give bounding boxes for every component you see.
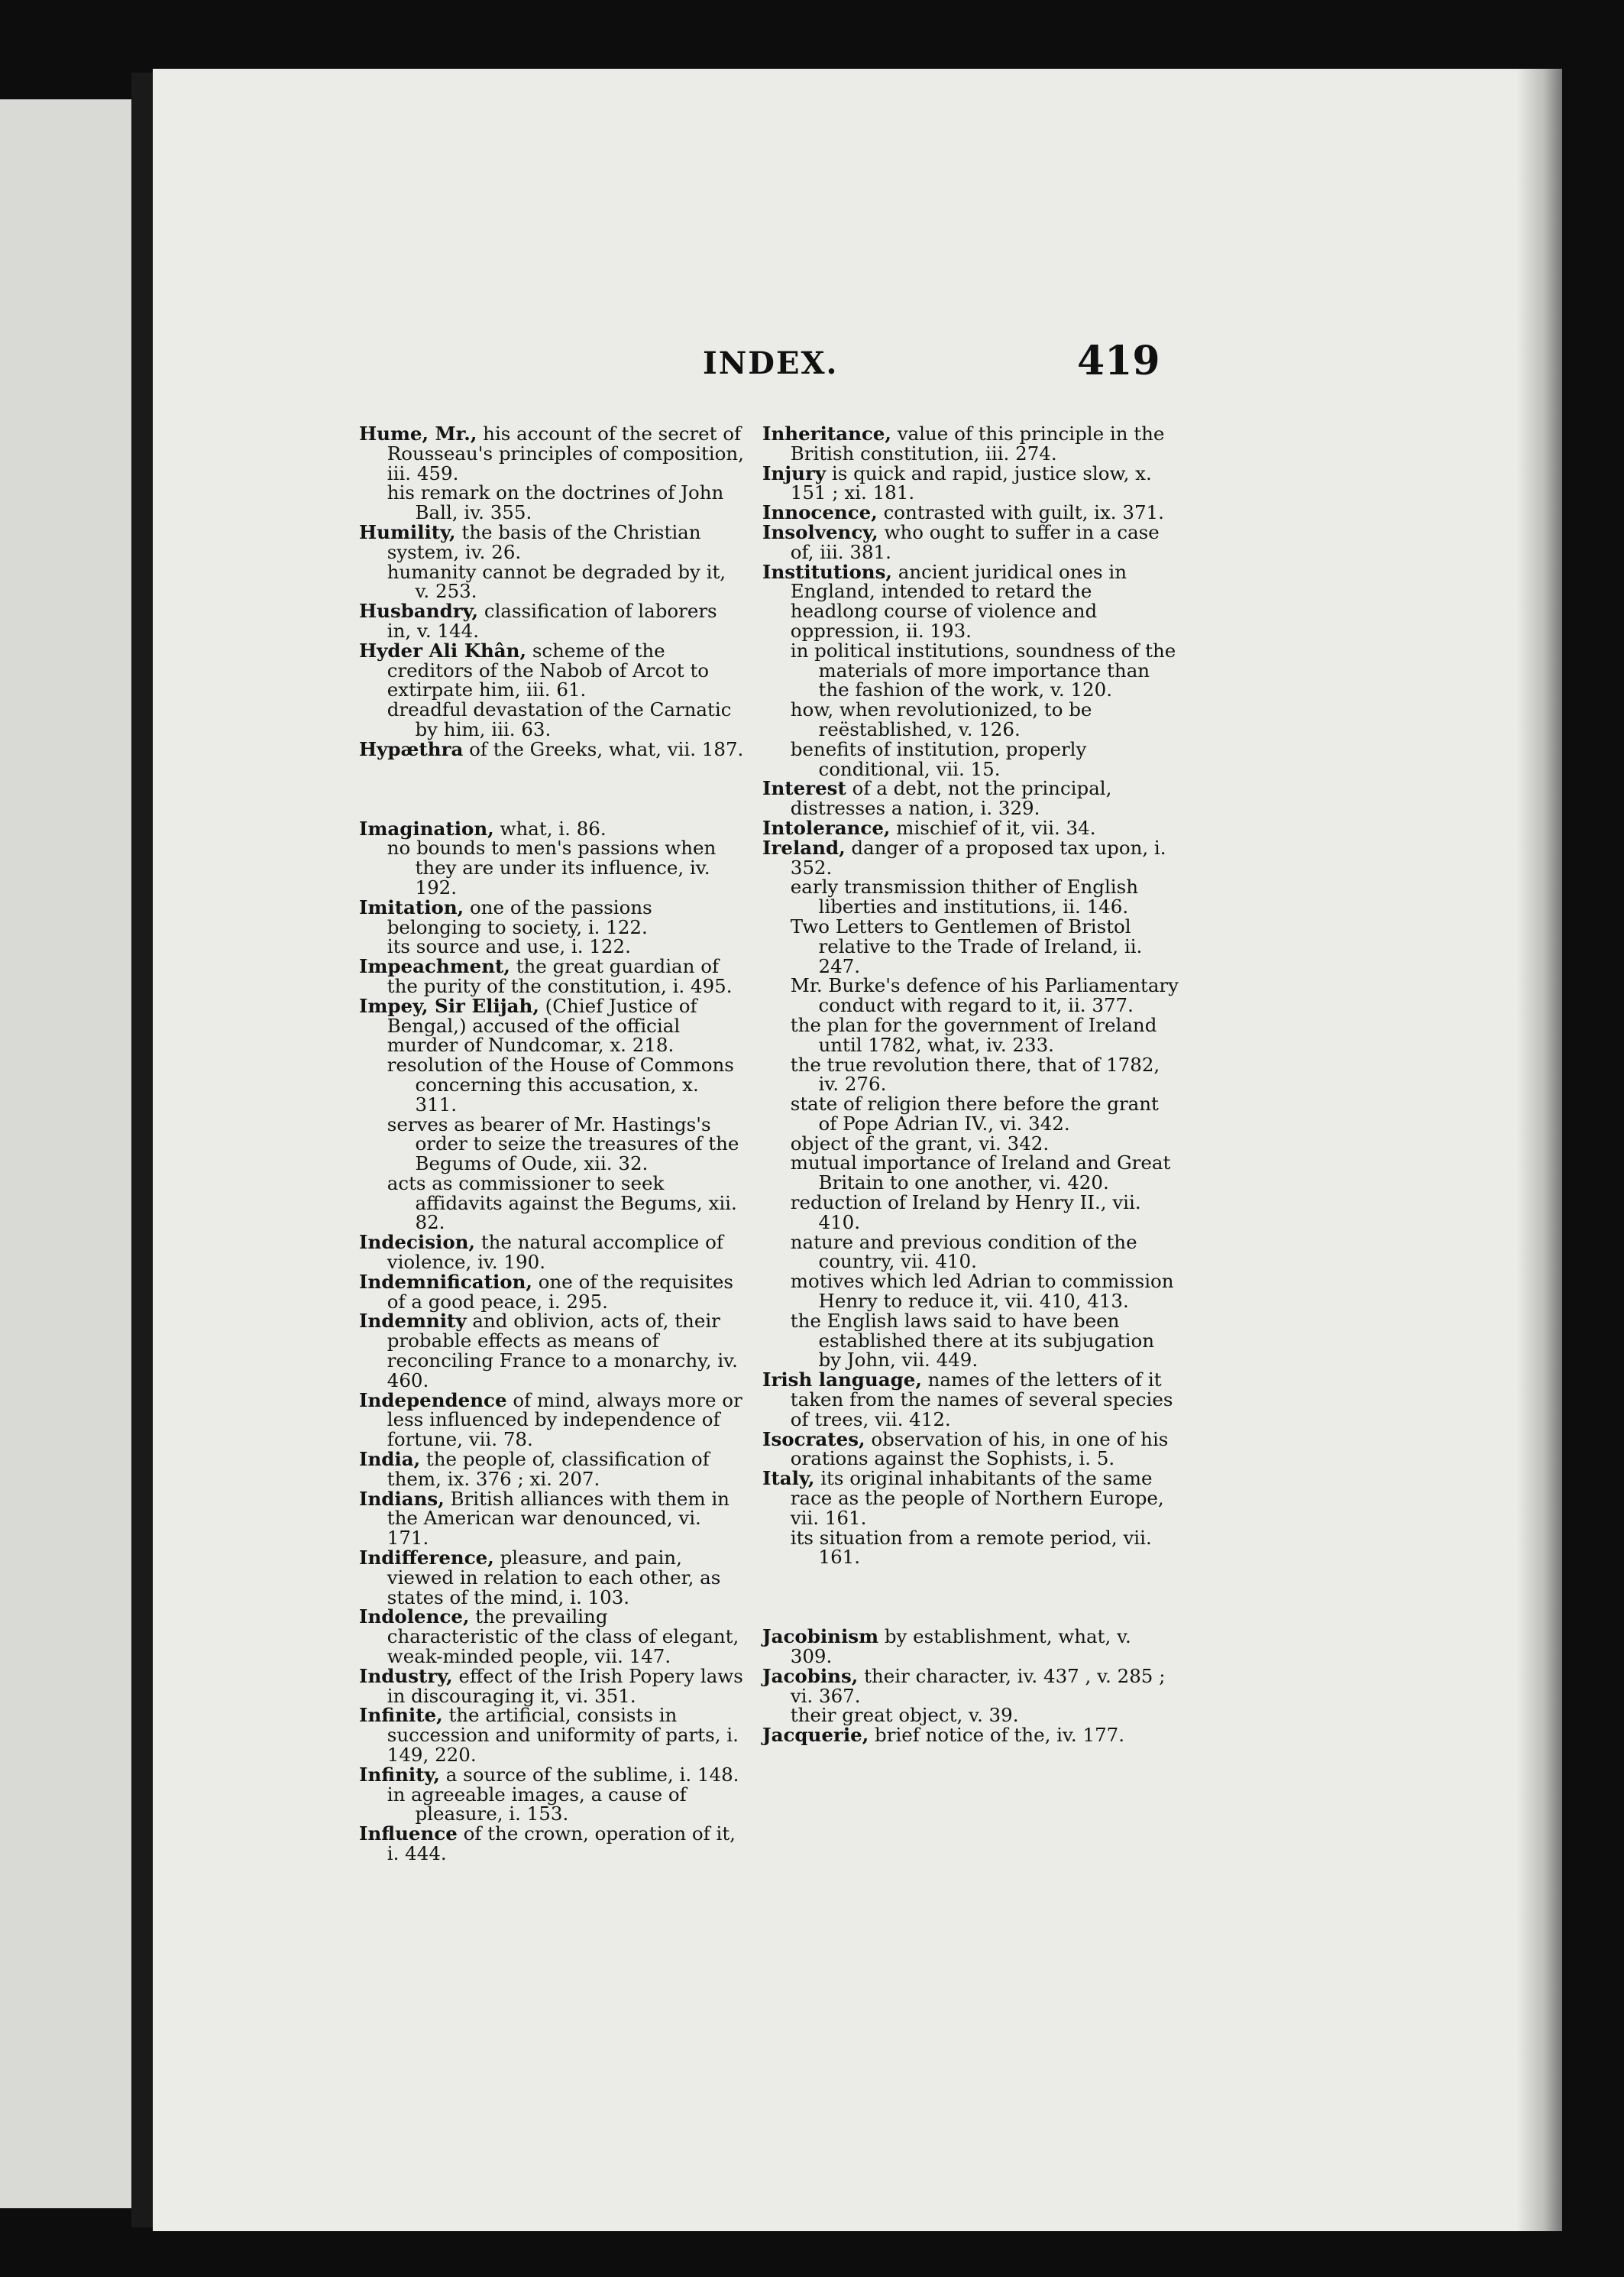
index-entry bbox=[359, 520, 745, 563]
index-entry-heading: Industry, bbox=[359, 1664, 453, 1687]
index-entry-text: serves as bearer of Mr. Hastings's order to seize the treasures of the Begums of Oude, xii. 32. bbox=[387, 1113, 739, 1175]
index-entry-text: his account of the secret of Rousseau's principles of composition, iii. 459. bbox=[387, 423, 744, 484]
index-entry bbox=[359, 737, 745, 760]
index-entry-text: who ought to suffer in a case of, iii. 381. bbox=[790, 520, 1160, 563]
index-entry bbox=[762, 1627, 1179, 1666]
index-entry-text: and oblivion, acts of, their probable effects as means of reconciling France to a monarchy, iv. 460. bbox=[387, 1310, 738, 1391]
index-entry-heading: Independence bbox=[359, 1388, 507, 1411]
index-entry-text: the plan for the government of Ireland until 1782, what, iv. 233. bbox=[790, 1013, 1157, 1056]
index-entry-heading: Jacobinism bbox=[762, 1625, 879, 1648]
facing-page-edge bbox=[0, 99, 137, 2208]
index-entry-heading: Indecision, bbox=[359, 1231, 476, 1254]
index-entry bbox=[762, 838, 1179, 878]
index-entry bbox=[359, 641, 745, 700]
index-subentry bbox=[359, 1055, 745, 1114]
index-entry-heading: Jacobins, bbox=[762, 1664, 859, 1687]
index-entry-text: dreadful devastation of the Carnatic by him, iii. 63. bbox=[387, 698, 732, 740]
index-entry-text: names of the letters of it taken from the names of several species of trees, vii. 412. bbox=[790, 1368, 1173, 1430]
index-entry-heading: Interest bbox=[762, 777, 846, 800]
index-entry-heading: Impeachment, bbox=[359, 955, 510, 978]
index-entry-text: motives which led Adrian to commission Henry to reduce it, vii. 410, 413. bbox=[790, 1270, 1174, 1313]
index-entry-text: of the crown, operation of it, i. 444. bbox=[387, 1822, 736, 1864]
index-entry-text: scheme of the creditors of the Nabob of Arcot to extirpate him, iii. 61. bbox=[387, 639, 710, 701]
index-entry-text: humanity cannot be degraded by it, v. 253. bbox=[387, 560, 726, 603]
index-entry bbox=[359, 957, 745, 996]
index-subentry bbox=[762, 1015, 1179, 1055]
index-entry-text: resolution of the House of Commons concerning this accusation, x. 311. bbox=[387, 1054, 734, 1116]
index-subentry bbox=[359, 838, 745, 897]
index-entry-heading: Imagination, bbox=[359, 817, 494, 840]
index-entry-heading: Hume, Mr., bbox=[359, 423, 477, 445]
index-entry-text: in agreeable images, a cause of pleasure, i. 153. bbox=[387, 1783, 687, 1825]
index-entry-text: British alliances with them in the American war denounced, vi. 171. bbox=[387, 1487, 730, 1550]
letter-section-gap bbox=[359, 760, 745, 819]
page-number: 419 bbox=[1077, 338, 1160, 384]
index-entry-heading: Indemnity bbox=[359, 1310, 467, 1333]
index-entry-text: of mind, always more or less influenced by independence of fortune, vii. 78. bbox=[387, 1388, 742, 1451]
index-entry-heading: Indolence, bbox=[359, 1605, 470, 1628]
index-entry-heading: Husbandry, bbox=[359, 600, 479, 623]
index-subentry bbox=[762, 1055, 1179, 1095]
index-subentry bbox=[762, 1528, 1179, 1568]
index-entry bbox=[359, 1705, 745, 1764]
index-entry-text: its situation from a remote period, vii. 161. bbox=[790, 1526, 1152, 1569]
index-subentry bbox=[762, 917, 1179, 976]
index-entry-text: their character, iv. 437 , v. 285 ; vi. 367. bbox=[790, 1664, 1166, 1707]
index-subentry bbox=[762, 1094, 1179, 1134]
index-entry-text: the true revolution there, that of 1782, iv. 276. bbox=[790, 1053, 1160, 1096]
index-entry-text: Mr. Burke's defence of his Parliamentary conduct with regard to it, ii. 377. bbox=[790, 974, 1179, 1017]
index-entry bbox=[359, 1449, 745, 1489]
index-entry bbox=[762, 520, 1179, 563]
index-subentry bbox=[762, 1232, 1179, 1272]
index-subentry bbox=[762, 976, 1179, 1015]
index-entry-heading: Indifference, bbox=[359, 1547, 494, 1569]
index-column-left bbox=[359, 424, 745, 1864]
index-entry-text: pleasure, and pain, viewed in relation to each other, as states of the mind, i. 103. bbox=[387, 1547, 721, 1608]
index-entry-heading: Indians, bbox=[359, 1487, 445, 1510]
index-entry-heading: India, bbox=[359, 1448, 421, 1471]
index-entry-heading: Infinite, bbox=[359, 1704, 443, 1727]
index-entry-heading: Injury bbox=[762, 462, 827, 484]
index-entry-text: mutual importance of Ireland and Great Britain to one another, vi. 420. bbox=[790, 1151, 1171, 1194]
index-entry-text: a source of the sublime, i. 148. bbox=[445, 1763, 739, 1786]
index-entry bbox=[359, 898, 745, 938]
index-entry-text: (Chief Justice of Bengal,) accused of the official murder of Nundcomar, x. 218. bbox=[387, 994, 697, 1057]
index-entry bbox=[359, 1548, 745, 1607]
index-entry-text: his remark on the doctrines of John Ball, iv. 355. bbox=[387, 481, 724, 524]
index-entry-text: brief notice of the, iv. 177. bbox=[875, 1724, 1125, 1747]
index-entry-text: classification of laborers in, v. 144. bbox=[387, 600, 717, 642]
index-entry-text: their great object, v. 39. bbox=[790, 1704, 1019, 1727]
index-entry-heading: Intolerance, bbox=[762, 816, 891, 839]
index-entry-text: in political institutions, soundness of the materials of more importance than the fashion of the work, v. 120. bbox=[790, 639, 1176, 701]
index-entry-text: the basis of the Christian system, iv. 26. bbox=[387, 520, 701, 563]
index-entry-text: the people of, classification of them, ix. 376 ; xi. 207. bbox=[387, 1448, 710, 1490]
index-entry-text: one of the passions belonging to society, i. 122. bbox=[387, 896, 652, 938]
book-page bbox=[153, 69, 1562, 2231]
index-entry-text: danger of a proposed tax upon, i. 352. bbox=[790, 836, 1166, 879]
index-entry-text: mischief of it, vii. 34. bbox=[896, 816, 1096, 839]
index-subentry bbox=[359, 700, 745, 740]
index-entry-heading: Indemnification, bbox=[359, 1270, 532, 1293]
index-entry-text: how, when revolutionized, to be reëstablished, v. 126. bbox=[790, 698, 1092, 740]
index-entry bbox=[359, 424, 745, 483]
index-subentry bbox=[359, 1115, 745, 1174]
index-entry-text: ancient juridical ones in England, intended to retard the headlong course of violence and oppression, ii. 193. bbox=[790, 560, 1127, 642]
index-entry-text: benefits of institution, properly conditional, vii. 15. bbox=[790, 737, 1087, 780]
index-entry-heading: Inheritance, bbox=[762, 423, 891, 445]
index-entry bbox=[762, 1725, 1179, 1745]
index-entry bbox=[762, 503, 1179, 523]
index-entry bbox=[359, 1272, 745, 1312]
index-entry bbox=[359, 1232, 745, 1272]
index-entry-text: no bounds to men's passions when they are under its influence, iv. 192. bbox=[387, 837, 717, 899]
index-column-right bbox=[762, 424, 1179, 1745]
index-entry bbox=[762, 1370, 1179, 1429]
index-entry bbox=[359, 601, 745, 641]
index-entry-heading: Italy, bbox=[762, 1467, 815, 1490]
index-entry-text: state of religion there before the grant of Pope Adrian IV., vi. 342. bbox=[790, 1093, 1159, 1135]
index-entry-heading: Jacquerie, bbox=[762, 1724, 869, 1747]
index-entry-heading: Innocence, bbox=[762, 501, 878, 524]
index-entry bbox=[359, 1388, 745, 1451]
index-subentry bbox=[359, 1785, 745, 1825]
index-entry-heading: Irish language, bbox=[762, 1368, 922, 1391]
letter-section-gap bbox=[762, 1567, 1179, 1627]
index-entry-heading: Influence bbox=[359, 1822, 458, 1845]
index-entry bbox=[359, 1765, 745, 1785]
index-subentry bbox=[762, 877, 1179, 917]
index-subentry bbox=[359, 937, 745, 957]
index-entry-text: nature and previous condition of the country, vii. 410. bbox=[790, 1230, 1137, 1273]
index-entry-text: of the Greeks, what, vii. 187. bbox=[469, 737, 744, 760]
index-entry-text: value of this principle in the British constitution, iii. 274. bbox=[790, 423, 1165, 465]
index-subentry bbox=[359, 1171, 745, 1234]
index-subentry bbox=[762, 641, 1179, 700]
index-subentry bbox=[762, 1271, 1179, 1311]
index-entry bbox=[762, 464, 1179, 504]
index-entry bbox=[762, 1666, 1179, 1706]
index-entry-heading: Institutions, bbox=[762, 560, 892, 583]
index-entry-text: early transmission thither of English liberties and institutions, ii. 146. bbox=[790, 876, 1138, 918]
index-entry bbox=[762, 818, 1179, 838]
index-entry-text: observation of his, in one of his orations against the Sophists, i. 5. bbox=[790, 1427, 1169, 1470]
index-entry bbox=[762, 1427, 1179, 1470]
index-entry-text: object of the grant, vi. 342. bbox=[790, 1132, 1050, 1155]
index-entry-text: the artificial, consists in succession and uniformity of parts, i. 149, 220. bbox=[387, 1704, 739, 1766]
index-subentry bbox=[359, 483, 745, 523]
index-entry bbox=[359, 1824, 745, 1864]
index-entry-heading: Isocrates, bbox=[762, 1427, 865, 1450]
index-entry-text: the English laws said to have been established there at its subjugation by John, vii. 449. bbox=[790, 1309, 1155, 1372]
index-entry bbox=[359, 1666, 745, 1706]
index-entry-text: the prevailing characteristic of the class of elegant, weak-minded people, vii. 147. bbox=[387, 1605, 739, 1668]
index-entry-text: Two Letters to Gentlemen of Bristol relative to the Trade of Ireland, ii. 247. bbox=[790, 915, 1143, 977]
index-subentry bbox=[762, 1153, 1179, 1193]
index-entry bbox=[359, 1311, 745, 1390]
index-entry-heading: Hypæthra bbox=[359, 737, 464, 760]
index-entry-heading: Insolvency, bbox=[762, 520, 878, 543]
index-entry bbox=[359, 1607, 745, 1666]
index-entry-heading: Imitation, bbox=[359, 896, 464, 918]
index-entry-text: effect of the Irish Popery laws in discouraging it, vi. 351. bbox=[387, 1664, 743, 1707]
index-entry-text: by establishment, what, v. 309. bbox=[790, 1625, 1131, 1668]
index-subentry bbox=[762, 1311, 1179, 1370]
index-entry-text: the natural accomplice of violence, iv. 190. bbox=[387, 1231, 723, 1274]
index-entry-heading: Impey, Sir Elijah, bbox=[359, 994, 539, 1017]
index-entry-text: of a debt, not the principal, distresses a nation, i. 329. bbox=[790, 777, 1112, 820]
index-entry bbox=[762, 1469, 1179, 1527]
index-entry-text: the great guardian of the purity of the constitution, i. 495. bbox=[387, 955, 733, 997]
page-header bbox=[153, 338, 1562, 406]
index-entry bbox=[359, 1489, 745, 1548]
index-entry-heading: Infinity, bbox=[359, 1763, 440, 1786]
index-subentry bbox=[762, 700, 1179, 740]
index-entry-text: one of the requisites of a good peace, i. 295. bbox=[387, 1270, 733, 1313]
index-entry bbox=[359, 819, 745, 839]
index-entry-text: acts as commissioner to seek affidavits against the Begums, xii. 82. bbox=[387, 1171, 737, 1234]
index-entry-heading: Ireland, bbox=[762, 836, 846, 859]
index-subentry bbox=[762, 1193, 1179, 1232]
index-entry-text: contrasted with guilt, ix. 371. bbox=[883, 501, 1164, 524]
index-entry-text: what, i. 86. bbox=[500, 817, 607, 840]
index-entry bbox=[762, 779, 1179, 818]
index-entry-text: reduction of Ireland by Henry II., vii. 410. bbox=[790, 1191, 1141, 1233]
book-gutter bbox=[131, 73, 154, 2227]
index-subentry bbox=[762, 1134, 1179, 1154]
index-subentry bbox=[762, 737, 1179, 780]
index-entry-heading: Hyder Ali Khân, bbox=[359, 639, 527, 662]
index-entry bbox=[762, 424, 1179, 464]
index-entry bbox=[359, 996, 745, 1055]
index-entry bbox=[762, 562, 1179, 641]
index-subentry bbox=[359, 562, 745, 602]
index-entry-heading: Humility, bbox=[359, 520, 456, 543]
index-entry-text: is quick and rapid, justice slow, x. 151 ; xi. 181. bbox=[790, 462, 1152, 504]
index-entry-text: its original inhabitants of the same race as the people of Northern Europe, vii. 161. bbox=[790, 1467, 1164, 1529]
index-entry-text: its source and use, i. 122. bbox=[387, 935, 631, 958]
index-subentry bbox=[762, 1705, 1179, 1725]
running-head: INDEX. bbox=[703, 345, 839, 381]
